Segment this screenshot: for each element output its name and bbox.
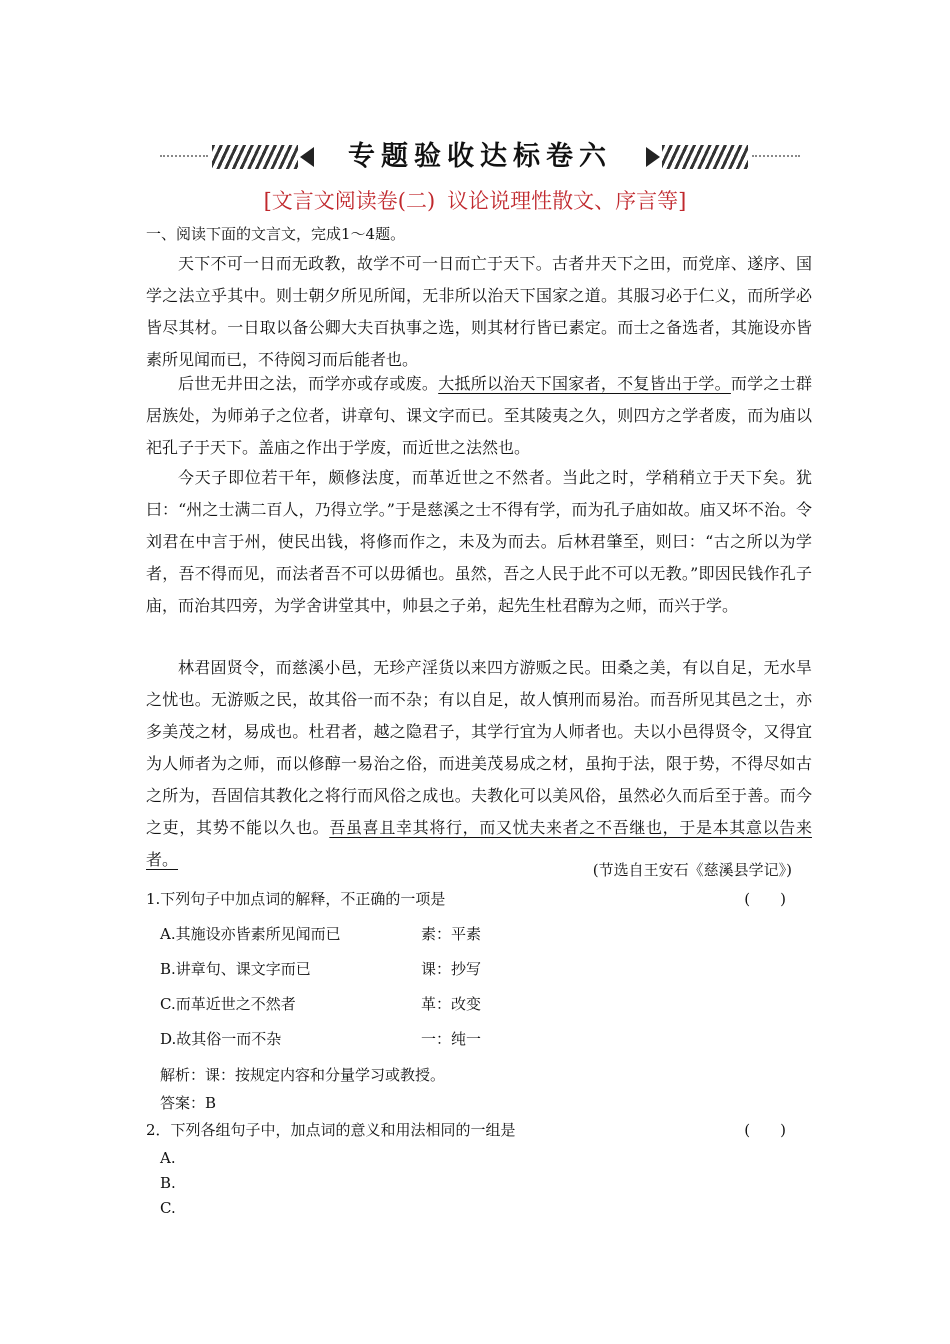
stripe-decoration-left — [212, 145, 298, 169]
passage-source: (节选自王安石《慈溪县学记》) — [592, 861, 792, 879]
q1-option-c-gloss: 革：改变 — [421, 995, 482, 1013]
q1-option-c: C.而革近世之不然者 — [160, 995, 296, 1013]
exam-subtitle — [0, 187, 950, 215]
q2-option-c: C. — [160, 1199, 176, 1217]
dotted-rule-right — [752, 155, 800, 157]
question-1-stem — [146, 887, 812, 911]
q1-answer-blank: ( ) — [744, 890, 786, 908]
q2-stem-text: 2．下列各组句子中，加点词的意义和用法相同的一组是 — [146, 1121, 516, 1139]
q2-option-a: A. — [160, 1149, 176, 1167]
q2-option-b: B. — [160, 1174, 176, 1192]
q1-option-b: B.讲章句、课文字而已 — [160, 960, 311, 978]
p2-text-a: 后世无井田之法，而学亦或存或废。 — [178, 374, 439, 393]
q1-option-a: A.其施设亦皆素所见闻而已 — [160, 925, 341, 943]
passage-paragraph-3: 今天子即位若干年，颇修法度，而革近世之不然者。当此之时，学稍稍立于天下矣。犹曰：“州之士满二百人，乃得立学。”于是慈溪之士不得有学，而为孔子庙如故。庙又坏不治。令刘君在中言于州，使民出钱，将修而作之，未及为而去。后林君肇至，则曰：“古之所以为学者，吾不得而见，而法者吾不可以毋循也。虽然，吾之人民于此不可以无教。”即因民钱作孔子庙，而治其四旁，为学舍讲堂其中，帅县之子弟，起先生杜君醇为之师，而兴于学。 — [146, 468, 812, 615]
q1-option-d: D.故其俗一而不杂 — [160, 1030, 282, 1048]
passage-paragraph-1: 天下不可一日而无政教，故学不可一日而亡于天下。古者井天下之田，而党庠、遂序、国学之法立乎其中。则士朝夕所见所闻，无非所以治天下国家之道。其服习必于仁义，而所学必皆尽其材。一日取以备公卿大夫百执事之选，则其材行皆已素定。而士之备选者，其施设亦皆素所见闻而已，不待阅习而后能者也。 — [146, 254, 812, 369]
p2-text-b: 而学之士群居族处，为师弟子之位者，讲章句、课文字而已。至其陵夷之久，则四方之学者废，而为庙以祀孔子于天下。盖庙之作出于学废，而近世之法然也。 — [146, 374, 812, 457]
p4-underlined-sentence: 吾虽喜且幸其将行，而又忧夫来者之不吾继也，于是本其意以告来者。 — [146, 818, 812, 869]
p4-text-a: 林君固贤令，而慈溪小邑，无珍产淫货以来四方游贩之民。田桑之美，有以自足，无水旱之忧也。无游贩之民，故其俗一而不杂；有以自足，故人慎刑而易治。而吾所见其邑之士，亦多美茂之材，易成也。杜君者，越之隐君子，其学行宜为人师者也。夫以小邑得贤令，又得宜为人师者为之师，而以修醇一易治之俗，而进美茂易成之材，虽拘于法，限于势，不得尽如古之所为，吾固信其教化之将行而风俗之成也。夫教化可以美风俗，虽然必久而后至于善。而今之吏，其势不能以久也。 — [146, 658, 812, 837]
section-instruction: 一、阅读下面的文言文，完成1～4题。 — [146, 225, 406, 243]
q2-answer-blank: ( ) — [744, 1121, 786, 1139]
q1-option-a-gloss: 素：平素 — [421, 925, 482, 943]
subtitle-right: 议论说理性散文、序言等] — [447, 189, 687, 213]
p2-underlined-sentence: 大抵所以治天下国家者，不复皆出于学。 — [438, 374, 731, 393]
dotted-rule-left — [160, 155, 208, 157]
q1-option-d-gloss: 一：纯一 — [421, 1030, 482, 1048]
q1-stem-text: 1.下列句子中加点词的解释，不正确的一项是 — [146, 890, 446, 908]
q1-option-b-gloss: 课：抄写 — [421, 960, 482, 978]
passage-paragraph-2 — [146, 368, 812, 464]
subtitle-left: [文言文阅读卷(二) — [263, 189, 436, 213]
arrow-left-icon — [300, 147, 314, 167]
q1-answer: 答案：B — [160, 1094, 217, 1112]
banner-title: 专题验收达标卷六 — [348, 141, 612, 172]
section-banner — [160, 140, 800, 174]
q1-analysis: 解析：课：按规定内容和分量学习或教授。 — [160, 1066, 446, 1084]
passage-paragraph-4 — [146, 652, 812, 876]
stripe-decoration-right — [662, 145, 748, 169]
question-2-stem — [146, 1118, 812, 1142]
arrow-right-icon — [646, 147, 660, 167]
